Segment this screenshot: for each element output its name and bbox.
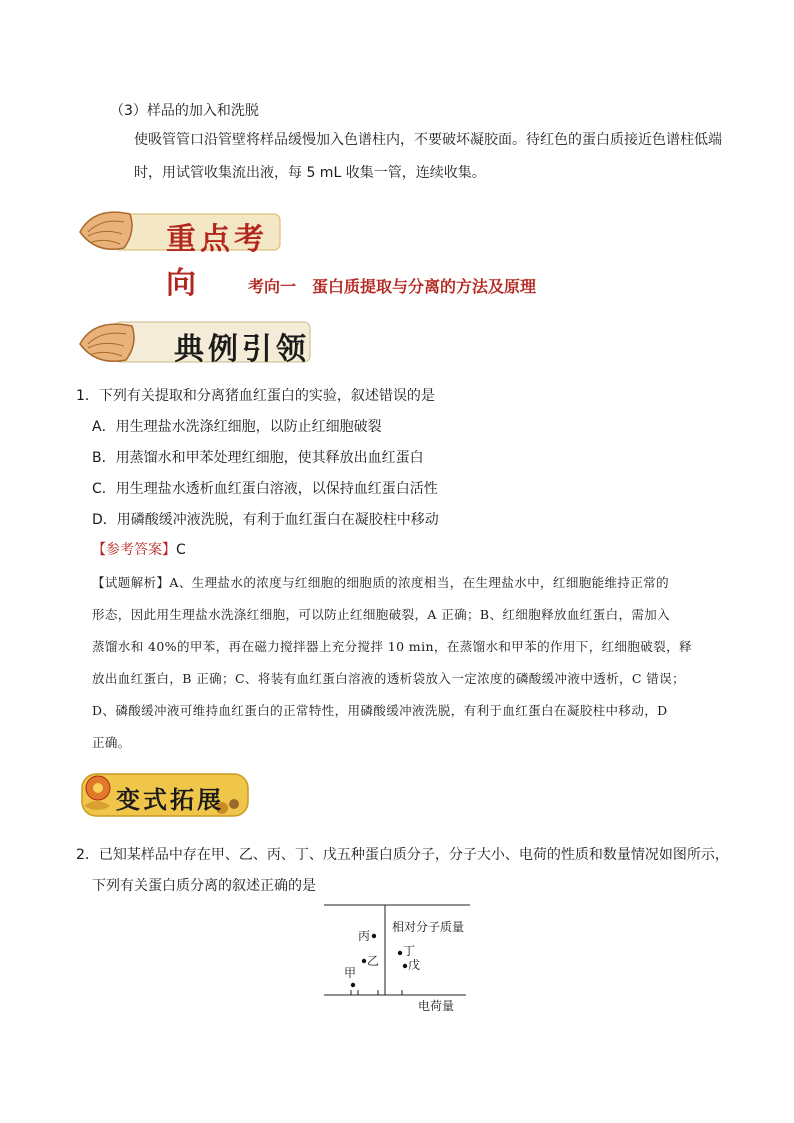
banner-title: 变式拓展	[116, 785, 224, 814]
explanation-line: 形态，因此用生理盐水洗涤红细胞，可以防止红细胞破裂，A 正确；B、红细胞释放血红蛋白，需加入	[92, 607, 671, 622]
option-c: C．用生理盐水透析血红蛋白溶液，以保持血红蛋白活性	[92, 481, 438, 497]
answer-label: 【参考答案】	[92, 542, 176, 558]
banner-extension	[72, 766, 254, 824]
point-label-yi: 乙	[367, 954, 380, 968]
option-b: B．用蒸馏水和甲苯处理红细胞，使其释放出血红蛋白	[92, 450, 424, 466]
answer-value: C	[176, 542, 186, 558]
explanation-line: D、磷酸缓冲液可维持血红蛋白的正常特性，用磷酸缓冲液洗脱，有利于血红蛋白在凝胶柱中移动，D	[92, 703, 668, 718]
point-label-ding: 丁	[403, 944, 416, 958]
paragraph-line: 时，用试管收集流出液，每 5 mL 收集一管，连续收集。	[134, 165, 486, 181]
banner-example	[74, 312, 314, 370]
point-ding	[398, 951, 402, 955]
protein-distribution-figure	[318, 900, 478, 1016]
banner-title: 典例引领	[174, 332, 310, 367]
point-label-jia: 甲	[344, 966, 357, 980]
section-heading: （3）样品的加入和洗脱	[110, 103, 259, 119]
point-jia	[351, 983, 355, 987]
x-axis-label: 电荷量	[418, 999, 455, 1013]
point-bing	[372, 934, 376, 938]
option-d: D．用磷酸缓冲液洗脱，有利于血红蛋白在凝胶柱中移动	[92, 512, 439, 528]
explanation-line: 【试题解析】A、生理盐水的浓度与红细胞的细胞质的浓度相当，在生理盐水中，红细胞能维持正常的	[92, 575, 670, 590]
y-axis-label: 相对分子质量	[392, 920, 465, 934]
option-a: A．用生理盐水洗涤红细胞，以防止红细胞破裂	[92, 419, 382, 435]
paragraph-line: 使吸管管口沿管壁将样品缓慢加入色谱柱内，不要破坏凝胶面。待红色的蛋白质接近色谱柱低端	[134, 132, 722, 148]
question-stem: 1．下列有关提取和分离猪血红蛋白的实验，叙述错误的是	[76, 388, 435, 404]
question-stem-continued: 下列有关蛋白质分离的叙述正确的是	[92, 878, 316, 894]
explanation-line: 放出血红蛋白，B 正确；C、将装有血红蛋白溶液的透析袋放入一定浓度的磷酸缓冲液中透析，C 错误；	[92, 671, 685, 686]
point-wu	[403, 964, 407, 968]
answer-line	[92, 540, 186, 560]
point-label-bing: 丙	[358, 929, 371, 943]
banner-title: 重点考向	[166, 222, 268, 301]
banner-key-topics	[74, 202, 284, 301]
point-yi	[362, 959, 366, 963]
explanation-line: 蒸馏水和 40%的甲苯，再在磁力搅拌器上充分搅拌 10 min，在蒸馏水和甲苯的作用下，红细胞破裂，释	[92, 639, 692, 654]
point-label-wu: 戊	[408, 958, 421, 972]
explanation-line: 正确。	[92, 735, 131, 750]
topic-title: 考向一 蛋白质提取与分离的方法及原理	[248, 277, 537, 296]
question-stem: 2．已知某样品中存在甲、乙、丙、丁、戊五种蛋白质分子，分子大小、电荷的性质和数量情况如图所示，	[76, 847, 729, 863]
